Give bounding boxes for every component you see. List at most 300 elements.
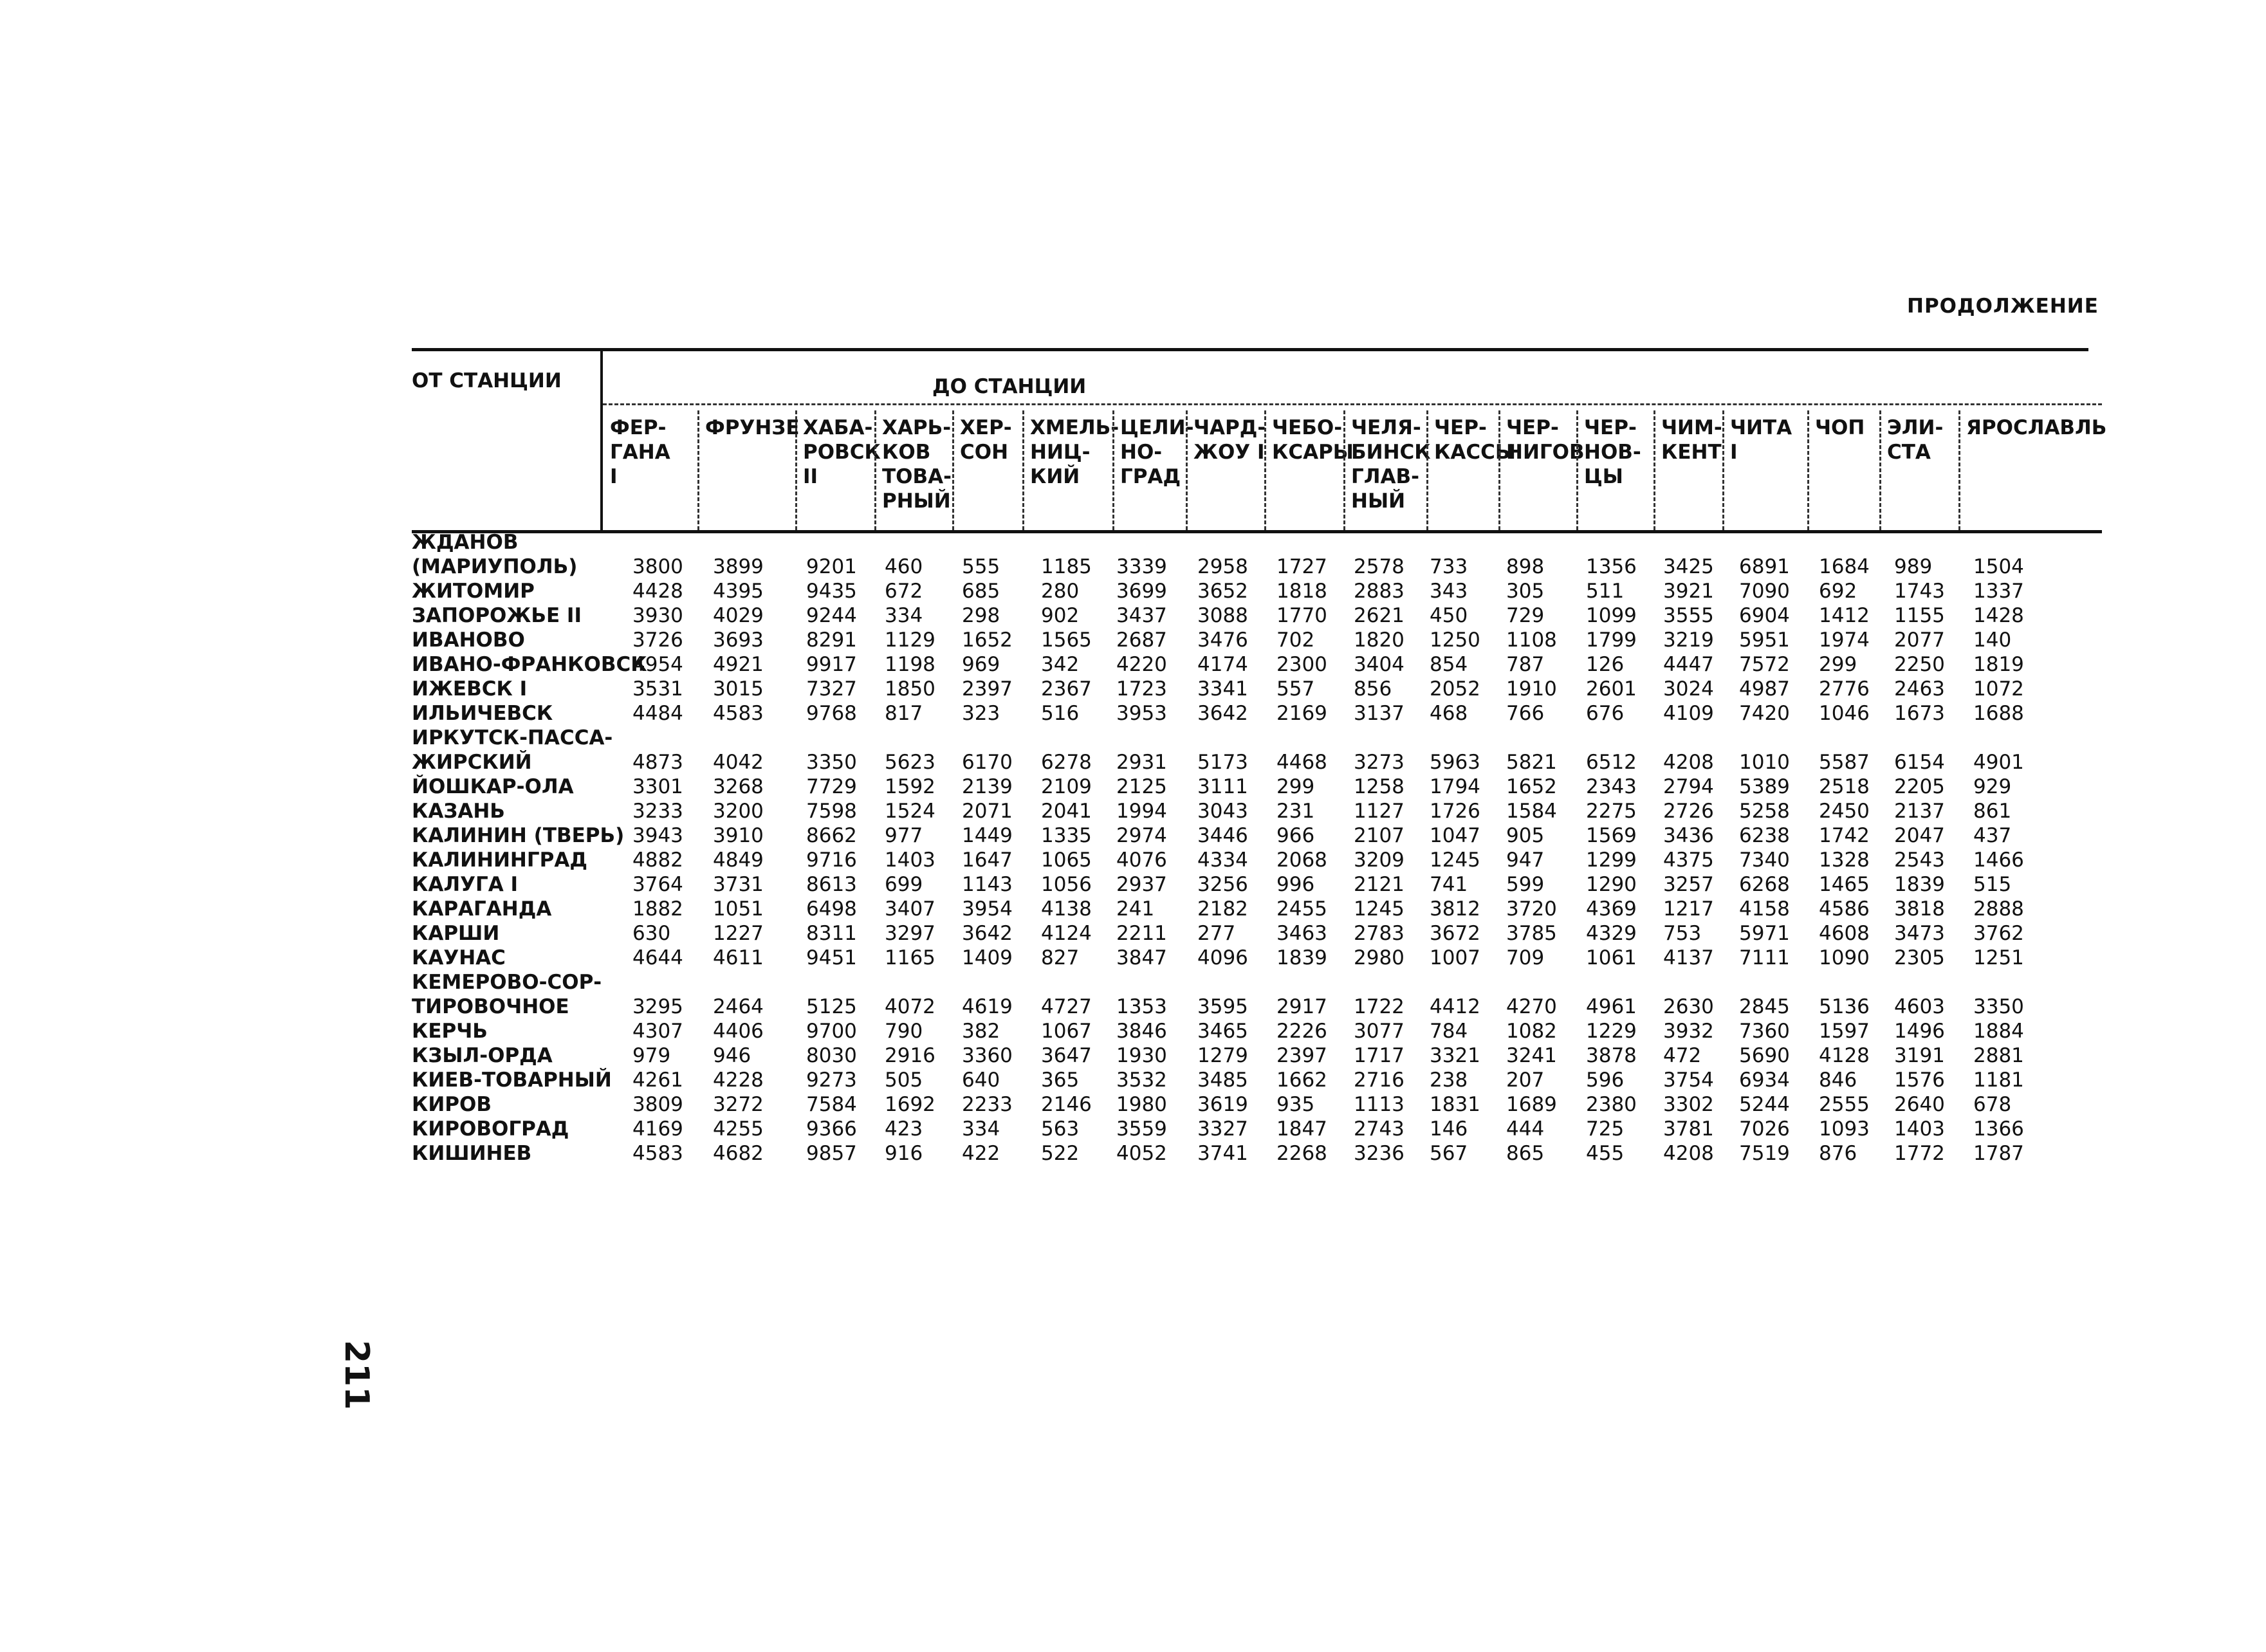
distance-value: 3088 bbox=[1197, 604, 1248, 627]
page-number: 211 bbox=[337, 1340, 376, 1410]
distance-value: 3693 bbox=[713, 629, 764, 652]
station-name: КАЗАНЬ bbox=[412, 800, 505, 823]
column-divider bbox=[1653, 410, 1655, 530]
distance-value: 2109 bbox=[1041, 775, 1092, 798]
distance-value: 1056 bbox=[1041, 873, 1092, 896]
distance-value: 916 bbox=[885, 1142, 923, 1165]
distance-value: 817 bbox=[885, 702, 923, 725]
distance-value: 1576 bbox=[1894, 1069, 1945, 1092]
distance-value: 1409 bbox=[962, 946, 1013, 969]
distance-value: 3943 bbox=[632, 824, 683, 847]
distance-value: 3350 bbox=[806, 751, 857, 774]
distance-value: 2916 bbox=[885, 1044, 935, 1067]
distance-value: 3301 bbox=[632, 775, 683, 798]
distance-value: 4169 bbox=[632, 1117, 683, 1141]
column-header bbox=[1584, 416, 1641, 489]
distance-value: 2555 bbox=[1819, 1093, 1870, 1116]
distance-value: 5258 bbox=[1739, 800, 1790, 823]
column-divider bbox=[1807, 410, 1809, 530]
distance-value: 5690 bbox=[1739, 1044, 1790, 1067]
distance-value: 1569 bbox=[1586, 824, 1637, 847]
column-header-line: БИНСК bbox=[1351, 441, 1431, 464]
distance-value: 5136 bbox=[1819, 995, 1870, 1018]
distance-value: 3425 bbox=[1663, 555, 1714, 578]
distance-value: 1229 bbox=[1586, 1020, 1637, 1043]
distance-value: 672 bbox=[885, 580, 923, 603]
distance-value: 5821 bbox=[1506, 751, 1557, 774]
distance-value: 1412 bbox=[1819, 604, 1870, 627]
distance-value: 1258 bbox=[1354, 775, 1405, 798]
distance-value: 5125 bbox=[806, 995, 857, 1018]
distance-value: 3436 bbox=[1663, 824, 1714, 847]
column-header bbox=[1966, 416, 2106, 440]
distance-value: 599 bbox=[1506, 873, 1545, 896]
distance-value: 3463 bbox=[1276, 922, 1327, 945]
distance-value: 1299 bbox=[1586, 849, 1637, 872]
distance-value: 2917 bbox=[1276, 995, 1327, 1018]
distance-value: 1597 bbox=[1819, 1020, 1870, 1043]
distance-value: 3233 bbox=[632, 800, 683, 823]
distance-value: 1723 bbox=[1116, 677, 1167, 701]
distance-value: 2233 bbox=[962, 1093, 1013, 1116]
distance-value: 1227 bbox=[713, 922, 764, 945]
distance-value: 3754 bbox=[1663, 1069, 1714, 1092]
distance-value: 5389 bbox=[1739, 775, 1790, 798]
header-divider bbox=[600, 351, 603, 531]
distance-value: 8311 bbox=[806, 922, 857, 945]
distance-value: 4484 bbox=[632, 702, 683, 725]
distance-value: 511 bbox=[1586, 580, 1625, 603]
distance-value: 3485 bbox=[1197, 1069, 1248, 1092]
distance-value: 3818 bbox=[1894, 897, 1945, 921]
distance-value: 2397 bbox=[1276, 1044, 1327, 1067]
distance-value: 1290 bbox=[1586, 873, 1637, 896]
column-divider bbox=[1264, 410, 1266, 530]
distance-value: 1743 bbox=[1894, 580, 1945, 603]
distance-value: 1592 bbox=[885, 775, 935, 798]
station-name: КАРШИ bbox=[412, 922, 500, 945]
distance-value: 4334 bbox=[1197, 849, 1248, 872]
column-header-line: ФРУНЗЕ bbox=[705, 416, 800, 439]
distance-value: 1051 bbox=[713, 897, 764, 921]
distance-value: 1742 bbox=[1819, 824, 1870, 847]
distance-value: 6512 bbox=[1586, 751, 1637, 774]
column-header-line: НЫЙ bbox=[1351, 490, 1406, 513]
distance-value: 4882 bbox=[632, 849, 683, 872]
distance-value: 1328 bbox=[1819, 849, 1870, 872]
distance-value: 4583 bbox=[713, 702, 764, 725]
distance-value: 7090 bbox=[1739, 580, 1790, 603]
distance-value: 4987 bbox=[1739, 677, 1790, 701]
distance-value: 472 bbox=[1663, 1044, 1702, 1067]
distance-value: 2743 bbox=[1354, 1117, 1405, 1141]
column-divider bbox=[1426, 410, 1428, 530]
distance-value: 3137 bbox=[1354, 702, 1405, 725]
distance-value: 365 bbox=[1041, 1069, 1080, 1092]
column-header bbox=[1351, 416, 1431, 513]
distance-value: 4611 bbox=[713, 946, 764, 969]
distance-value: 4395 bbox=[713, 580, 764, 603]
distance-value: 2578 bbox=[1354, 555, 1405, 578]
distance-value: 2071 bbox=[962, 800, 1013, 823]
column-divider bbox=[874, 410, 876, 530]
distance-value: 1662 bbox=[1276, 1069, 1327, 1092]
station-name: ИЛЬИЧЕВСК bbox=[412, 702, 553, 725]
column-header bbox=[705, 416, 800, 440]
distance-value: 3899 bbox=[713, 555, 764, 578]
distance-value: 7519 bbox=[1739, 1142, 1790, 1165]
distance-value: 9273 bbox=[806, 1069, 857, 1092]
distance-value: 3781 bbox=[1663, 1117, 1714, 1141]
distance-value: 9201 bbox=[806, 555, 857, 578]
distance-value: 9716 bbox=[806, 849, 857, 872]
distance-value: 630 bbox=[632, 922, 671, 945]
distance-value: 856 bbox=[1354, 677, 1392, 701]
station-name: КЕМЕРОВО-СОР- bbox=[412, 971, 602, 994]
distance-value: 2937 bbox=[1116, 873, 1167, 896]
distance-value: 2974 bbox=[1116, 824, 1167, 847]
column-divider bbox=[1343, 410, 1345, 530]
distance-value: 3339 bbox=[1116, 555, 1167, 578]
station-name: КАРАГАНДА bbox=[412, 897, 552, 921]
distance-value: 876 bbox=[1819, 1142, 1857, 1165]
distance-value: 2630 bbox=[1663, 995, 1714, 1018]
distance-value: 4849 bbox=[713, 849, 764, 872]
distance-value: 280 bbox=[1041, 580, 1080, 603]
distance-value: 3268 bbox=[713, 775, 764, 798]
station-name: КИЕВ-ТОВАРНЫЙ bbox=[412, 1069, 612, 1092]
column-header-line: ФЕР- bbox=[610, 416, 667, 439]
distance-value: 3812 bbox=[1430, 897, 1480, 921]
distance-value: 2380 bbox=[1586, 1093, 1637, 1116]
distance-value: 4901 bbox=[1973, 751, 2024, 774]
distance-value: 676 bbox=[1586, 702, 1625, 725]
distance-value: 1819 bbox=[1973, 653, 2024, 676]
distance-value: 1652 bbox=[962, 629, 1013, 652]
distance-value: 729 bbox=[1506, 604, 1545, 627]
distance-value: 9857 bbox=[806, 1142, 857, 1165]
distance-value: 2397 bbox=[962, 677, 1013, 701]
distance-value: 1181 bbox=[1973, 1069, 2024, 1092]
station-name: (МАРИУПОЛЬ) bbox=[412, 555, 578, 578]
distance-value: 640 bbox=[962, 1069, 1000, 1092]
distance-value: 3341 bbox=[1197, 677, 1248, 701]
column-header-line: ЯРОСЛАВЛЬ bbox=[1966, 416, 2107, 439]
distance-value: 1165 bbox=[885, 946, 935, 969]
distance-value: 1155 bbox=[1894, 604, 1945, 627]
column-header-line: КСАРЫ bbox=[1272, 441, 1354, 464]
distance-value: 8613 bbox=[806, 873, 857, 896]
distance-value: 3321 bbox=[1430, 1044, 1480, 1067]
distance-value: 3273 bbox=[1354, 751, 1405, 774]
distance-value: 4468 bbox=[1276, 751, 1327, 774]
distance-value: 4029 bbox=[713, 604, 764, 627]
distance-value: 3731 bbox=[713, 873, 764, 896]
distance-value: 1198 bbox=[885, 653, 935, 676]
distance-value: 4307 bbox=[632, 1020, 683, 1043]
distance-value: 1930 bbox=[1116, 1044, 1167, 1067]
distance-value: 3256 bbox=[1197, 873, 1248, 896]
distance-value: 1217 bbox=[1663, 897, 1714, 921]
distance-value: 3652 bbox=[1197, 580, 1248, 603]
distance-value: 2305 bbox=[1894, 946, 1945, 969]
column-header-line: ХЕР- bbox=[960, 416, 1012, 439]
distance-value: 7584 bbox=[806, 1093, 857, 1116]
distance-value: 1974 bbox=[1819, 629, 1870, 652]
distance-value: 277 bbox=[1197, 922, 1236, 945]
distance-value: 1279 bbox=[1197, 1044, 1248, 1067]
distance-value: 299 bbox=[1276, 775, 1315, 798]
distance-value: 784 bbox=[1430, 1020, 1468, 1043]
station-name: КАЛИНИНГРАД bbox=[412, 849, 587, 872]
distance-value: 5587 bbox=[1819, 751, 1870, 774]
distance-value: 5623 bbox=[885, 751, 935, 774]
column-header-line: КАССЫ bbox=[1434, 441, 1516, 464]
distance-value: 1047 bbox=[1430, 824, 1480, 847]
distance-value: 2783 bbox=[1354, 922, 1405, 945]
distance-value: 898 bbox=[1506, 555, 1545, 578]
distance-value: 6498 bbox=[806, 897, 857, 921]
distance-value: 6268 bbox=[1739, 873, 1790, 896]
distance-value: 522 bbox=[1041, 1142, 1080, 1165]
column-header-line: ЧАРД- bbox=[1193, 416, 1266, 439]
distance-value: 1007 bbox=[1430, 946, 1480, 969]
column-header bbox=[1506, 416, 1585, 464]
distance-value: 3726 bbox=[632, 629, 683, 652]
distance-value: 2958 bbox=[1197, 555, 1248, 578]
column-header-line: ЧЕР- bbox=[1506, 416, 1559, 439]
distance-value: 9435 bbox=[806, 580, 857, 603]
continuation-label: ПРОДОЛЖЕНИЕ bbox=[1907, 295, 2099, 318]
distance-value: 4921 bbox=[713, 653, 764, 676]
distance-value: 3327 bbox=[1197, 1117, 1248, 1141]
column-header-line: РНЫЙ bbox=[882, 490, 951, 513]
distance-value: 8291 bbox=[806, 629, 857, 652]
distance-value: 1465 bbox=[1819, 873, 1870, 896]
distance-value: 334 bbox=[962, 1117, 1000, 1141]
column-header bbox=[610, 416, 670, 489]
distance-value: 7572 bbox=[1739, 653, 1790, 676]
distance-value: 3043 bbox=[1197, 800, 1248, 823]
column-header-line: КОВ bbox=[882, 441, 931, 464]
distance-value: 3720 bbox=[1506, 897, 1557, 921]
distance-value: 3446 bbox=[1197, 824, 1248, 847]
distance-value: 2463 bbox=[1894, 677, 1945, 701]
column-header-line: СОН bbox=[960, 441, 1009, 464]
distance-value: 382 bbox=[962, 1020, 1000, 1043]
distance-value: 2518 bbox=[1819, 775, 1870, 798]
distance-value: 3257 bbox=[1663, 873, 1714, 896]
distance-value: 3531 bbox=[632, 677, 683, 701]
distance-value: 126 bbox=[1586, 653, 1625, 676]
distance-value: 2182 bbox=[1197, 897, 1248, 921]
column-divider bbox=[1498, 410, 1500, 530]
distance-value: 2455 bbox=[1276, 897, 1327, 921]
column-divider bbox=[697, 410, 699, 530]
distance-value: 4727 bbox=[1041, 995, 1092, 1018]
distance-value: 3910 bbox=[713, 824, 764, 847]
distance-value: 1335 bbox=[1041, 824, 1092, 847]
distance-value: 1496 bbox=[1894, 1020, 1945, 1043]
header-dashed-rule bbox=[603, 403, 2102, 405]
distance-value: 1980 bbox=[1116, 1093, 1167, 1116]
distance-value: 468 bbox=[1430, 702, 1468, 725]
distance-value: 1403 bbox=[1894, 1117, 1945, 1141]
station-name: КАЛИНИН (ТВЕРЬ) bbox=[412, 824, 625, 847]
distance-value: 2139 bbox=[962, 775, 1013, 798]
column-header-line: ГРАД bbox=[1120, 465, 1181, 488]
distance-value: 827 bbox=[1041, 946, 1080, 969]
distance-value: 7340 bbox=[1739, 849, 1790, 872]
station-name: КИРОВ bbox=[412, 1093, 492, 1116]
distance-value: 3404 bbox=[1354, 653, 1405, 676]
distance-value: 2776 bbox=[1819, 677, 1870, 701]
distance-value: 4412 bbox=[1430, 995, 1480, 1018]
distance-value: 1010 bbox=[1739, 751, 1790, 774]
column-header-line: СТА bbox=[1887, 441, 1931, 464]
distance-value: 2107 bbox=[1354, 824, 1405, 847]
column-header-line: РОВСК bbox=[803, 441, 881, 464]
distance-value: 905 bbox=[1506, 824, 1545, 847]
distance-value: 2275 bbox=[1586, 800, 1637, 823]
station-name: КИРОВОГРАД bbox=[412, 1117, 569, 1141]
distance-value: 4072 bbox=[885, 995, 935, 1018]
distance-value: 7420 bbox=[1739, 702, 1790, 725]
distance-value: 1722 bbox=[1354, 995, 1405, 1018]
station-name: ИВАНОВО bbox=[412, 629, 525, 652]
distance-value: 3077 bbox=[1354, 1020, 1405, 1043]
distance-value: 3236 bbox=[1354, 1142, 1405, 1165]
to-station-header: ДО СТАНЦИИ bbox=[932, 375, 1087, 398]
column-header-line: КИЙ bbox=[1030, 465, 1080, 488]
distance-value: 3953 bbox=[1116, 702, 1167, 725]
column-header-line: ЦЫ bbox=[1584, 465, 1623, 488]
distance-value: 2794 bbox=[1663, 775, 1714, 798]
column-header-line: I bbox=[610, 465, 618, 488]
distance-value: 6934 bbox=[1739, 1069, 1790, 1092]
distance-value: 709 bbox=[1506, 946, 1545, 969]
distance-value: 555 bbox=[962, 555, 1000, 578]
distance-value: 4228 bbox=[713, 1069, 764, 1092]
distance-value: 343 bbox=[1430, 580, 1468, 603]
distance-value: 2367 bbox=[1041, 677, 1092, 701]
distance-value: 1910 bbox=[1506, 677, 1557, 701]
distance-value: 4128 bbox=[1819, 1044, 1870, 1067]
distance-value: 4447 bbox=[1663, 653, 1714, 676]
station-name: ЙОШКАР-ОЛА bbox=[412, 775, 574, 798]
column-divider bbox=[1879, 410, 1881, 530]
column-divider bbox=[795, 410, 797, 530]
distance-value: 741 bbox=[1430, 873, 1468, 896]
distance-value: 4608 bbox=[1819, 922, 1870, 945]
distance-value: 1143 bbox=[962, 873, 1013, 896]
distance-value: 4644 bbox=[632, 946, 683, 969]
distance-value: 4961 bbox=[1586, 995, 1637, 1018]
distance-value: 516 bbox=[1041, 702, 1080, 725]
station-name: ИЖЕВСК I bbox=[412, 677, 528, 701]
distance-value: 4124 bbox=[1041, 922, 1092, 945]
distance-value: 2169 bbox=[1276, 702, 1327, 725]
distance-value: 1251 bbox=[1973, 946, 2024, 969]
column-header-line: ЧОП bbox=[1815, 416, 1865, 439]
distance-value: 2343 bbox=[1586, 775, 1637, 798]
column-header-line: ЦЕЛИ- bbox=[1120, 416, 1194, 439]
distance-value: 567 bbox=[1430, 1142, 1468, 1165]
column-header-line: ТОВА- bbox=[882, 465, 952, 488]
distance-value: 2047 bbox=[1894, 824, 1945, 847]
distance-value: 3930 bbox=[632, 604, 683, 627]
distance-value: 996 bbox=[1276, 873, 1315, 896]
distance-value: 6154 bbox=[1894, 751, 1945, 774]
distance-value: 7327 bbox=[806, 677, 857, 701]
column-header-line: II bbox=[803, 465, 818, 488]
distance-value: 238 bbox=[1430, 1069, 1468, 1092]
distance-value: 2543 bbox=[1894, 849, 1945, 872]
distance-value: 977 bbox=[885, 824, 923, 847]
distance-value: 1245 bbox=[1430, 849, 1480, 872]
distance-value: 4096 bbox=[1197, 946, 1248, 969]
distance-value: 1794 bbox=[1430, 775, 1480, 798]
distance-value: 1449 bbox=[962, 824, 1013, 847]
distance-value: 3302 bbox=[1663, 1093, 1714, 1116]
distance-value: 305 bbox=[1506, 580, 1545, 603]
distance-value: 3476 bbox=[1197, 629, 1248, 652]
distance-value: 3741 bbox=[1197, 1142, 1248, 1165]
distance-value: 1337 bbox=[1973, 580, 2024, 603]
distance-value: 3111 bbox=[1197, 775, 1248, 798]
distance-value: 1065 bbox=[1041, 849, 1092, 872]
distance-value: 140 bbox=[1973, 629, 2012, 652]
distance-value: 323 bbox=[962, 702, 1000, 725]
distance-value: 2883 bbox=[1354, 580, 1405, 603]
distance-value: 3200 bbox=[713, 800, 764, 823]
distance-value: 4109 bbox=[1663, 702, 1714, 725]
station-name: КАЛУГА I bbox=[412, 873, 519, 896]
column-divider bbox=[1022, 410, 1024, 530]
column-header-line: ЧЕБО- bbox=[1272, 416, 1343, 439]
distance-value: 1652 bbox=[1506, 775, 1557, 798]
column-header-line: НИГОВ bbox=[1506, 441, 1585, 464]
distance-value: 3272 bbox=[713, 1093, 764, 1116]
distance-value: 6904 bbox=[1739, 604, 1790, 627]
distance-value: 3465 bbox=[1197, 1020, 1248, 1043]
column-header-line: ХМЕЛЬ- bbox=[1030, 416, 1119, 439]
distance-value: 2845 bbox=[1739, 995, 1790, 1018]
distance-value: 1770 bbox=[1276, 604, 1327, 627]
distance-value: 3015 bbox=[713, 677, 764, 701]
distance-value: 4220 bbox=[1116, 653, 1167, 676]
distance-value: 4042 bbox=[713, 751, 764, 774]
distance-value: 1847 bbox=[1276, 1117, 1327, 1141]
distance-value: 787 bbox=[1506, 653, 1545, 676]
distance-value: 3407 bbox=[885, 897, 935, 921]
distance-value: 902 bbox=[1041, 604, 1080, 627]
distance-value: 207 bbox=[1506, 1069, 1545, 1092]
distance-value: 146 bbox=[1430, 1117, 1468, 1141]
distance-value: 1772 bbox=[1894, 1142, 1945, 1165]
distance-value: 1647 bbox=[962, 849, 1013, 872]
distance-value: 7598 bbox=[806, 800, 857, 823]
distance-value: 3932 bbox=[1663, 1020, 1714, 1043]
column-header-line: ХАБА- bbox=[803, 416, 873, 439]
column-header-line: ЧЕЛЯ- bbox=[1351, 416, 1421, 439]
distance-value: 2881 bbox=[1973, 1044, 2024, 1067]
distance-value: 1099 bbox=[1586, 604, 1637, 627]
distance-value: 515 bbox=[1973, 873, 2012, 896]
column-header-line: КЕНТ bbox=[1661, 441, 1722, 464]
station-name: ЗАПОРОЖЬЕ II bbox=[412, 604, 582, 627]
distance-value: 3295 bbox=[632, 995, 683, 1018]
